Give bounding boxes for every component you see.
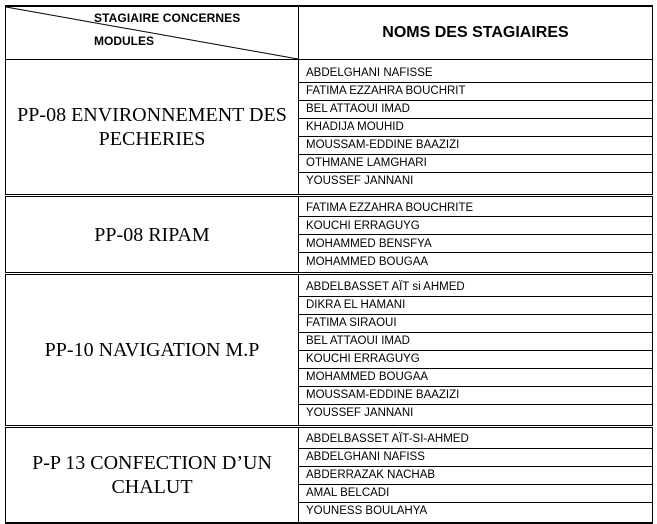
header-names-title [299,6,653,60]
list-item: ABDERRAZAK NACHAB [299,466,652,484]
header-modules-label: MODULES [94,34,154,48]
module-label: PP-08 ENVIRONNEMENT DES PECHERIES [17,104,287,150]
names-list [299,431,652,520]
group-row-3 [6,427,653,524]
list-item: ABDELGHANI NAFISSE [299,65,652,83]
module-cell-3 [6,427,299,524]
list-item: MOUSSAM-EDDINE BAAZIZI [299,386,652,404]
list-item: KOUCHI ERRAGUYG [299,217,652,235]
module-label: P-P 13 CONFECTION D’UN CHALUT [32,452,272,498]
group-row-2 [6,274,653,427]
list-item: ABDELBASSET AÏT-SI-AHMED [299,431,652,449]
group-row-1 [6,196,653,274]
header-names-text: NOMS DES STAGIAIRES [382,24,569,41]
names-list [299,199,652,270]
list-item: MOUSSAM-EDDINE BAAZIZI [299,136,652,154]
header-stagiaire-label: STAGIAIRE CONCERNES [94,11,241,25]
list-item: DIKRA EL HAMANI [299,296,652,314]
stagiaires-table [5,5,653,524]
list-item: FATIMA EZZAHRA BOUCHRITE [299,199,652,217]
list-item: FATIMA SIRAOUI [299,314,652,332]
names-cell-3 [299,427,653,524]
list-item: FATIMA EZZAHRA BOUCHRIT [299,82,652,100]
names-list [299,279,652,422]
group-row-0 [6,60,653,196]
list-item: BEL ATTAOUI IMAD [299,332,652,350]
list-item: YOUSSEF JANNANI [306,407,414,419]
list-item: KOUCHI ERRAGUYG [299,350,652,368]
list-item: ABDELBASSET AÏT si AHMED [299,279,652,297]
list-item: OTHMANE LAMGHARI [299,154,652,172]
list-item: YOUNESS BOULAHYA [306,505,428,517]
module-label: PP-08 RIPAM [94,223,210,246]
module-cell-2 [6,274,299,427]
list-item: AMAL BELCADI [299,484,652,502]
names-list [299,65,652,190]
names-cell-2 [299,274,653,427]
list-item: KHADIJA MOUHID [299,118,652,136]
header-diagonal-cell [6,6,299,60]
list-item: MOHAMMED BENSFYA [299,235,652,253]
names-cell-0 [299,60,653,196]
names-cell-1 [299,196,653,274]
header-row [6,6,653,60]
list-item: YOUSSEF JANNANI [306,175,414,187]
module-cell-0 [6,60,299,196]
module-label: PP-10 NAVIGATION M.P [44,339,260,361]
list-item: MOHAMMED BOUGAA [299,368,652,386]
list-item: BEL ATTAOUI IMAD [299,100,652,118]
module-cell-1 [6,196,299,274]
list-item: MOHAMMED BOUGAA [306,255,429,268]
list-item: ABDELGHANI NAFISS [299,448,652,466]
stagiaires-table-document [5,5,652,517]
